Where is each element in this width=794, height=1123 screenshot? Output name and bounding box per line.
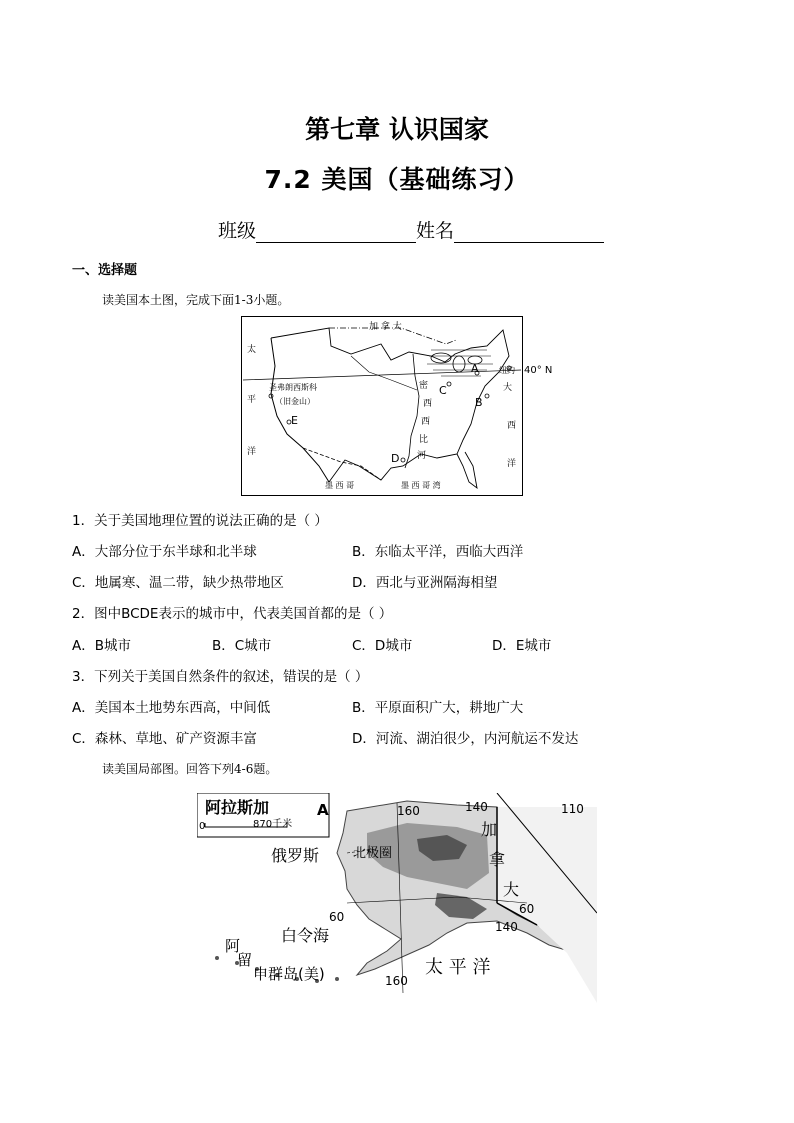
map1-pacific-1: 太	[247, 345, 257, 355]
map2-arctic-circle: 北极圈	[353, 846, 393, 861]
map1-atlantic-1: 大	[503, 383, 513, 393]
q3-option-a[interactable]: A．美国本土地势东西高，中间低	[72, 700, 271, 716]
map1-miss-4: 比	[419, 435, 429, 445]
map1-gulf: 墨 西 哥 湾	[401, 481, 441, 490]
map1-miss-2: 西	[423, 399, 433, 409]
map2-scale: 870千米	[253, 819, 293, 830]
map2-lon-110: 110	[561, 802, 584, 816]
map1-city-d: D	[391, 452, 400, 465]
map2-russia: 俄罗斯	[271, 846, 320, 865]
map1-city-a: A	[471, 362, 479, 375]
q2-option-a[interactable]: A．B城市	[72, 638, 131, 654]
map2-letter: A	[317, 801, 329, 819]
q3-option-d[interactable]: D．河流、湖泊很少，内河航运不发达	[352, 731, 579, 747]
class-blank[interactable]	[256, 222, 416, 243]
q1-option-d[interactable]: D．西北与亚洲隔海相望	[352, 575, 498, 591]
q1-option-b[interactable]: B．东临太平洋，西临大西洋	[352, 544, 524, 560]
map2-aleut-2: 留	[237, 951, 253, 969]
map1-miss-1: 密	[419, 381, 429, 391]
map2-aleut-1: 阿	[225, 937, 241, 955]
usa-map	[241, 316, 523, 496]
name-blank[interactable]	[454, 222, 604, 243]
q2-stem: 2．图中BCDE表示的城市中，代表美国首都的是（ ）	[72, 606, 393, 622]
class-name-line	[218, 216, 604, 243]
map1-pacific-3: 洋	[247, 447, 257, 457]
intro-text-1: 读美国本土图，完成下面1-3小题。	[102, 293, 290, 307]
map2-lon-140-top: 140	[465, 800, 488, 814]
map1-mexico: 墨 西 哥	[325, 481, 355, 490]
map1-pacific-2: 平	[247, 395, 257, 405]
q2-option-d[interactable]: D．E城市	[492, 638, 552, 654]
map2-lat-60-right: 60	[519, 902, 535, 916]
map2-lon-140-bottom: 140	[495, 920, 518, 934]
map2-alaska: 阿拉斯加	[205, 798, 270, 817]
map1-lat-label: 40° N	[524, 365, 553, 376]
map2-canada-3: 大	[503, 880, 520, 899]
map1-sf2: （旧金山）	[275, 397, 315, 406]
map2-canada-1: 加	[481, 820, 498, 839]
map1-atlantic-3: 洋	[507, 459, 517, 469]
map1-miss-3: 西	[421, 417, 431, 427]
map2-aleut-3: 申群岛(美)	[253, 965, 325, 983]
map1-miss-5: 河	[417, 451, 427, 461]
q1-stem: 1．关于美国地理位置的说法正确的是（ ）	[72, 513, 328, 529]
chapter-title: 第七章 认识国家	[305, 115, 489, 144]
alaska-map	[197, 793, 597, 1003]
lesson-title: 7.2 美国（基础练习）	[264, 165, 530, 194]
map2-scale-zero: 0	[199, 821, 206, 832]
section-title: 一、选择题	[72, 263, 138, 278]
q1-option-c[interactable]: C．地属寒、温二带，缺少热带地区	[72, 575, 284, 591]
map1-ny: 纽约	[499, 366, 515, 375]
map2-canada-2: 拿	[489, 850, 506, 869]
q3-option-b[interactable]: B．平原面积广大，耕地广大	[352, 700, 524, 716]
q2-option-b[interactable]: B．C城市	[212, 638, 272, 654]
map2-pacific: 太 平 洋	[425, 957, 491, 978]
q2-option-c[interactable]: C．D城市	[352, 638, 413, 654]
map1-atlantic-2: 西	[507, 421, 517, 431]
map2-lat-60-left: 60	[329, 910, 345, 924]
map1-sf: 圣弗朗西斯科	[269, 383, 317, 392]
map2-lon-160-top: 160	[397, 804, 420, 818]
map1-canada: 加 拿 大	[369, 322, 402, 332]
map1-city-e: E	[291, 414, 298, 427]
q1-option-a[interactable]: A．大部分位于东半球和北半球	[72, 544, 257, 560]
map1-city-c: C	[439, 384, 447, 397]
map1-city-b: B	[475, 396, 483, 409]
class-label: 班级	[218, 220, 257, 242]
q3-option-c[interactable]: C．森林、草地、矿产资源丰富	[72, 731, 257, 747]
map2-lon-160-bottom: 160	[385, 974, 408, 988]
map2-bering-sea: 白令海	[281, 926, 330, 945]
name-label: 姓名	[416, 220, 455, 242]
intro-text-2: 读美国局部图。回答下列4-6题。	[102, 762, 278, 776]
q3-stem: 3．下列关于美国自然条件的叙述，错误的是（ ）	[72, 669, 369, 685]
